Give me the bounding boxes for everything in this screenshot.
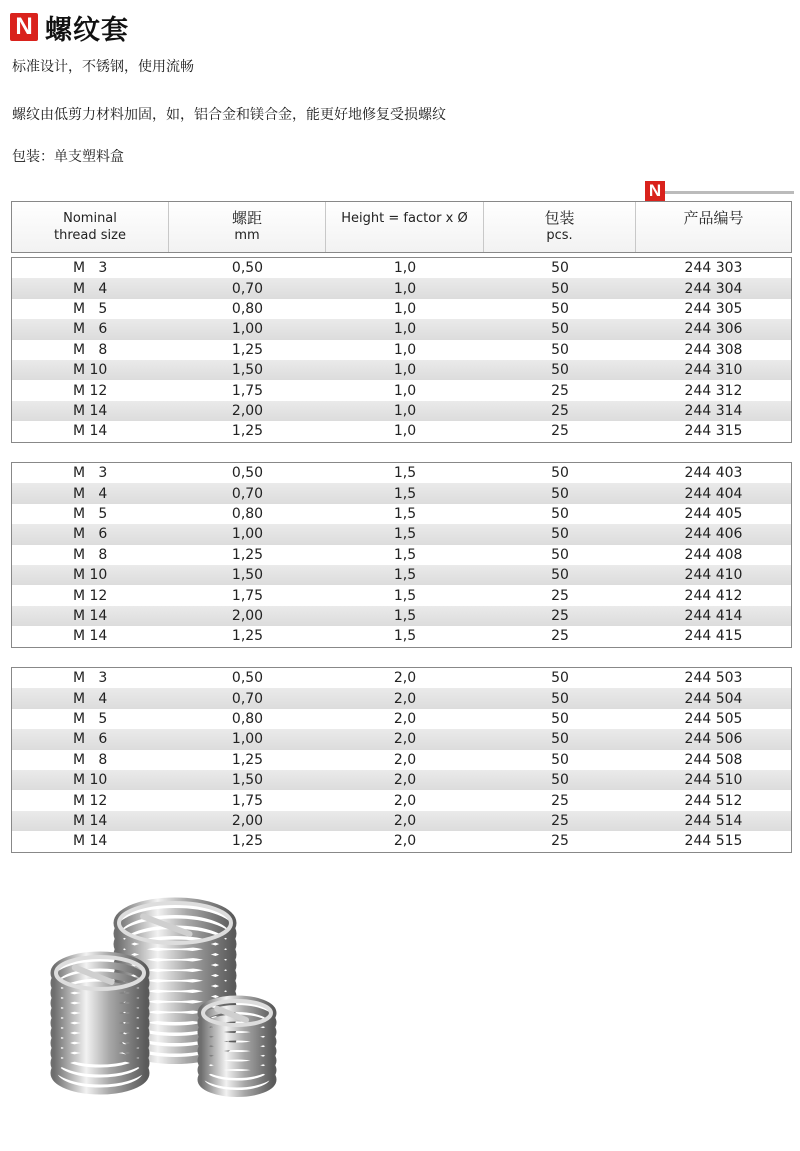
cell-pcs: 50	[551, 710, 569, 727]
table-brand-tag: N	[645, 181, 665, 201]
cell-height: 2,0	[393, 751, 417, 768]
cell-height: 1,0	[393, 341, 417, 358]
title-row	[10, 10, 129, 44]
cell-height: 2,0	[393, 731, 417, 748]
cell-pitch: 1,00	[231, 321, 264, 338]
cell-size: M 8	[73, 751, 108, 768]
cell-code: 244 315	[684, 423, 743, 440]
cell-size: M 14	[73, 812, 108, 829]
table-group-1	[11, 257, 792, 443]
cell-code: 244 410	[684, 567, 743, 584]
cell-height: 1,0	[393, 423, 417, 440]
header-pitch-line1: 螺距	[231, 209, 262, 227]
table-row	[12, 278, 791, 298]
cell-height: 2,0	[393, 772, 417, 789]
cell-size: M 5	[73, 300, 108, 317]
cell-pitch: 0,80	[231, 300, 264, 317]
cell-size: M 14	[73, 833, 108, 850]
cell-height: 1,5	[393, 465, 417, 482]
cell-height: 1,0	[393, 362, 417, 379]
cell-size: M 10	[73, 567, 108, 584]
cell-code: 244 306	[684, 321, 743, 338]
cell-pitch: 0,80	[231, 505, 264, 522]
cell-height: 1,5	[393, 607, 417, 624]
cell-size: M 4	[73, 690, 108, 707]
table-row	[12, 463, 791, 483]
cell-pcs: 50	[551, 260, 569, 277]
table-row	[12, 299, 791, 319]
cell-height: 1,5	[393, 628, 417, 645]
table-row	[12, 790, 791, 810]
cell-size: M 4	[73, 280, 108, 297]
description: 螺纹由低剪力材料加固，如，铝合金和镁合金，能更好地修复受损螺纹	[12, 107, 446, 123]
cell-pcs: 25	[551, 382, 569, 399]
header-code-label: 产品编号	[683, 209, 744, 227]
cell-pcs: 50	[551, 362, 569, 379]
cell-pitch: 1,25	[231, 751, 264, 768]
cell-code: 244 314	[684, 402, 743, 419]
table-row	[12, 668, 791, 688]
subtitle: 标准设计，不锈钢，使用流畅	[12, 59, 194, 75]
cell-code: 244 504	[684, 690, 743, 707]
cell-pcs: 50	[551, 341, 569, 358]
cell-pitch: 0,50	[231, 465, 264, 482]
cell-pitch: 1,75	[231, 587, 264, 604]
cell-code: 244 408	[684, 546, 743, 563]
cell-pitch: 0,70	[231, 485, 264, 502]
cell-pitch: 1,25	[231, 628, 264, 645]
cell-pitch: 2,00	[231, 812, 264, 829]
cell-pcs: 25	[551, 628, 569, 645]
header-code	[636, 202, 791, 252]
cell-height: 1,0	[393, 300, 417, 317]
cell-code: 244 310	[684, 362, 743, 379]
cell-size: M 14	[73, 607, 108, 624]
cell-code: 244 505	[684, 710, 743, 727]
cell-pcs: 50	[551, 670, 569, 687]
table-row	[12, 401, 791, 421]
cell-pitch: 1,50	[231, 772, 264, 789]
cell-size: M 5	[73, 710, 108, 727]
cell-height: 1,5	[393, 567, 417, 584]
cell-height: 1,5	[393, 505, 417, 522]
cell-code: 244 415	[684, 628, 743, 645]
cell-size: M 6	[73, 321, 108, 338]
cell-code: 244 305	[684, 300, 743, 317]
cell-pitch: 1,50	[231, 362, 264, 379]
cell-height: 1,5	[393, 587, 417, 604]
cell-pcs: 50	[551, 526, 569, 543]
table-group-3	[11, 667, 792, 853]
cell-code: 244 403	[684, 465, 743, 482]
cell-height: 2,0	[393, 690, 417, 707]
table-row	[12, 626, 791, 646]
table-row	[12, 504, 791, 524]
cell-pcs: 25	[551, 587, 569, 604]
cell-pitch: 1,75	[231, 382, 264, 399]
cell-size: M 10	[73, 772, 108, 789]
header-pack	[484, 202, 636, 252]
cell-pitch: 0,50	[231, 670, 264, 687]
cell-code: 244 308	[684, 341, 743, 358]
cell-pcs: 50	[551, 321, 569, 338]
cell-code: 244 405	[684, 505, 743, 522]
packaging-info: 包装：单支塑料盒	[12, 149, 124, 165]
cell-height: 2,0	[393, 670, 417, 687]
cell-size: M 12	[73, 382, 108, 399]
cell-size: M 3	[73, 260, 108, 277]
cell-code: 244 312	[684, 382, 743, 399]
cell-size: M 14	[73, 402, 108, 419]
cell-code: 244 304	[684, 280, 743, 297]
cell-pcs: 25	[551, 607, 569, 624]
table-row	[12, 688, 791, 708]
cell-pitch: 0,70	[231, 690, 264, 707]
cell-pcs: 25	[551, 833, 569, 850]
header-height-label: Height = factor x Ø	[341, 211, 468, 226]
cell-height: 1,0	[393, 260, 417, 277]
table-row	[12, 585, 791, 605]
cell-pcs: 50	[551, 690, 569, 707]
table-row	[12, 360, 791, 380]
cell-size: M 12	[73, 587, 108, 604]
cell-code: 244 303	[684, 260, 743, 277]
header-pack-line2: pcs.	[546, 228, 573, 243]
table-row	[12, 319, 791, 339]
header-nominal	[12, 202, 169, 252]
cell-code: 244 512	[684, 792, 743, 809]
cell-pcs: 25	[551, 812, 569, 829]
cell-code: 244 406	[684, 526, 743, 543]
cell-size: M 3	[73, 465, 108, 482]
cell-code: 244 508	[684, 751, 743, 768]
table-row	[12, 750, 791, 770]
cell-size: M 12	[73, 792, 108, 809]
cell-code: 244 515	[684, 833, 743, 850]
cell-pcs: 50	[551, 731, 569, 748]
cell-size: M 4	[73, 485, 108, 502]
cell-code: 244 506	[684, 731, 743, 748]
cell-pitch: 1,00	[231, 526, 264, 543]
cell-height: 1,5	[393, 546, 417, 563]
cell-pcs: 50	[551, 300, 569, 317]
table-row	[12, 340, 791, 360]
cell-pcs: 25	[551, 792, 569, 809]
brand-logo: N	[10, 13, 38, 41]
table-row	[12, 483, 791, 503]
table-row	[12, 421, 791, 441]
cell-pcs: 50	[551, 280, 569, 297]
cell-code: 244 412	[684, 587, 743, 604]
table-row	[12, 258, 791, 278]
page-title: 螺纹套	[45, 14, 129, 46]
thread-insert-coils-image	[40, 895, 340, 1105]
cell-size: M 10	[73, 362, 108, 379]
cell-code: 244 404	[684, 485, 743, 502]
cell-code: 244 503	[684, 670, 743, 687]
table-row	[12, 606, 791, 626]
cell-height: 2,0	[393, 812, 417, 829]
cell-pitch: 1,75	[231, 792, 264, 809]
cell-height: 1,5	[393, 485, 417, 502]
table-row	[12, 565, 791, 585]
cell-pcs: 50	[551, 485, 569, 502]
cell-pitch: 1,25	[231, 546, 264, 563]
cell-pitch: 0,50	[231, 260, 264, 277]
coils-illustration	[40, 895, 340, 1105]
cell-size: M 6	[73, 731, 108, 748]
cell-size: M 5	[73, 505, 108, 522]
header-pitch-line2: mm	[234, 228, 260, 243]
table-row	[12, 831, 791, 851]
cell-height: 1,0	[393, 321, 417, 338]
cell-pitch: 0,70	[231, 280, 264, 297]
cell-size: M 14	[73, 628, 108, 645]
cell-code: 244 510	[684, 772, 743, 789]
table-row	[12, 811, 791, 831]
cell-height: 1,0	[393, 402, 417, 419]
cell-pitch: 2,00	[231, 402, 264, 419]
cell-pcs: 25	[551, 423, 569, 440]
cell-pitch: 1,25	[231, 341, 264, 358]
cell-pcs: 25	[551, 402, 569, 419]
cell-height: 2,0	[393, 833, 417, 850]
cell-pcs: 50	[551, 751, 569, 768]
cell-size: M 3	[73, 670, 108, 687]
cell-pitch: 1,25	[231, 833, 264, 850]
table-row	[12, 729, 791, 749]
table-row	[12, 709, 791, 729]
cell-pcs: 50	[551, 772, 569, 789]
cell-pitch: 1,25	[231, 423, 264, 440]
tag-divider	[665, 191, 794, 194]
cell-height: 1,0	[393, 280, 417, 297]
coil-medium	[54, 955, 146, 1091]
header-nominal-line2: thread size	[54, 228, 126, 243]
table-row	[12, 380, 791, 400]
cell-height: 1,5	[393, 526, 417, 543]
cell-size: M 8	[73, 341, 108, 358]
cell-code: 244 514	[684, 812, 743, 829]
header-pitch	[169, 202, 326, 252]
header-pack-line1: 包装	[544, 209, 575, 227]
cell-size: M 6	[73, 526, 108, 543]
cell-pcs: 50	[551, 505, 569, 522]
cell-height: 2,0	[393, 710, 417, 727]
table-row	[12, 545, 791, 565]
table-row	[12, 770, 791, 790]
cell-pcs: 50	[551, 465, 569, 482]
cell-height: 1,0	[393, 382, 417, 399]
cell-size: M 14	[73, 423, 108, 440]
header-height	[326, 202, 484, 252]
table-group-2	[11, 462, 792, 648]
cell-pitch: 0,80	[231, 710, 264, 727]
table-header	[11, 201, 792, 253]
cell-height: 2,0	[393, 792, 417, 809]
cell-pitch: 1,50	[231, 567, 264, 584]
header-nominal-line1: Nominal	[63, 211, 117, 226]
cell-pitch: 2,00	[231, 607, 264, 624]
cell-pcs: 50	[551, 567, 569, 584]
cell-pcs: 50	[551, 546, 569, 563]
table-row	[12, 524, 791, 544]
cell-pitch: 1,00	[231, 731, 264, 748]
cell-size: M 8	[73, 546, 108, 563]
cell-code: 244 414	[684, 607, 743, 624]
